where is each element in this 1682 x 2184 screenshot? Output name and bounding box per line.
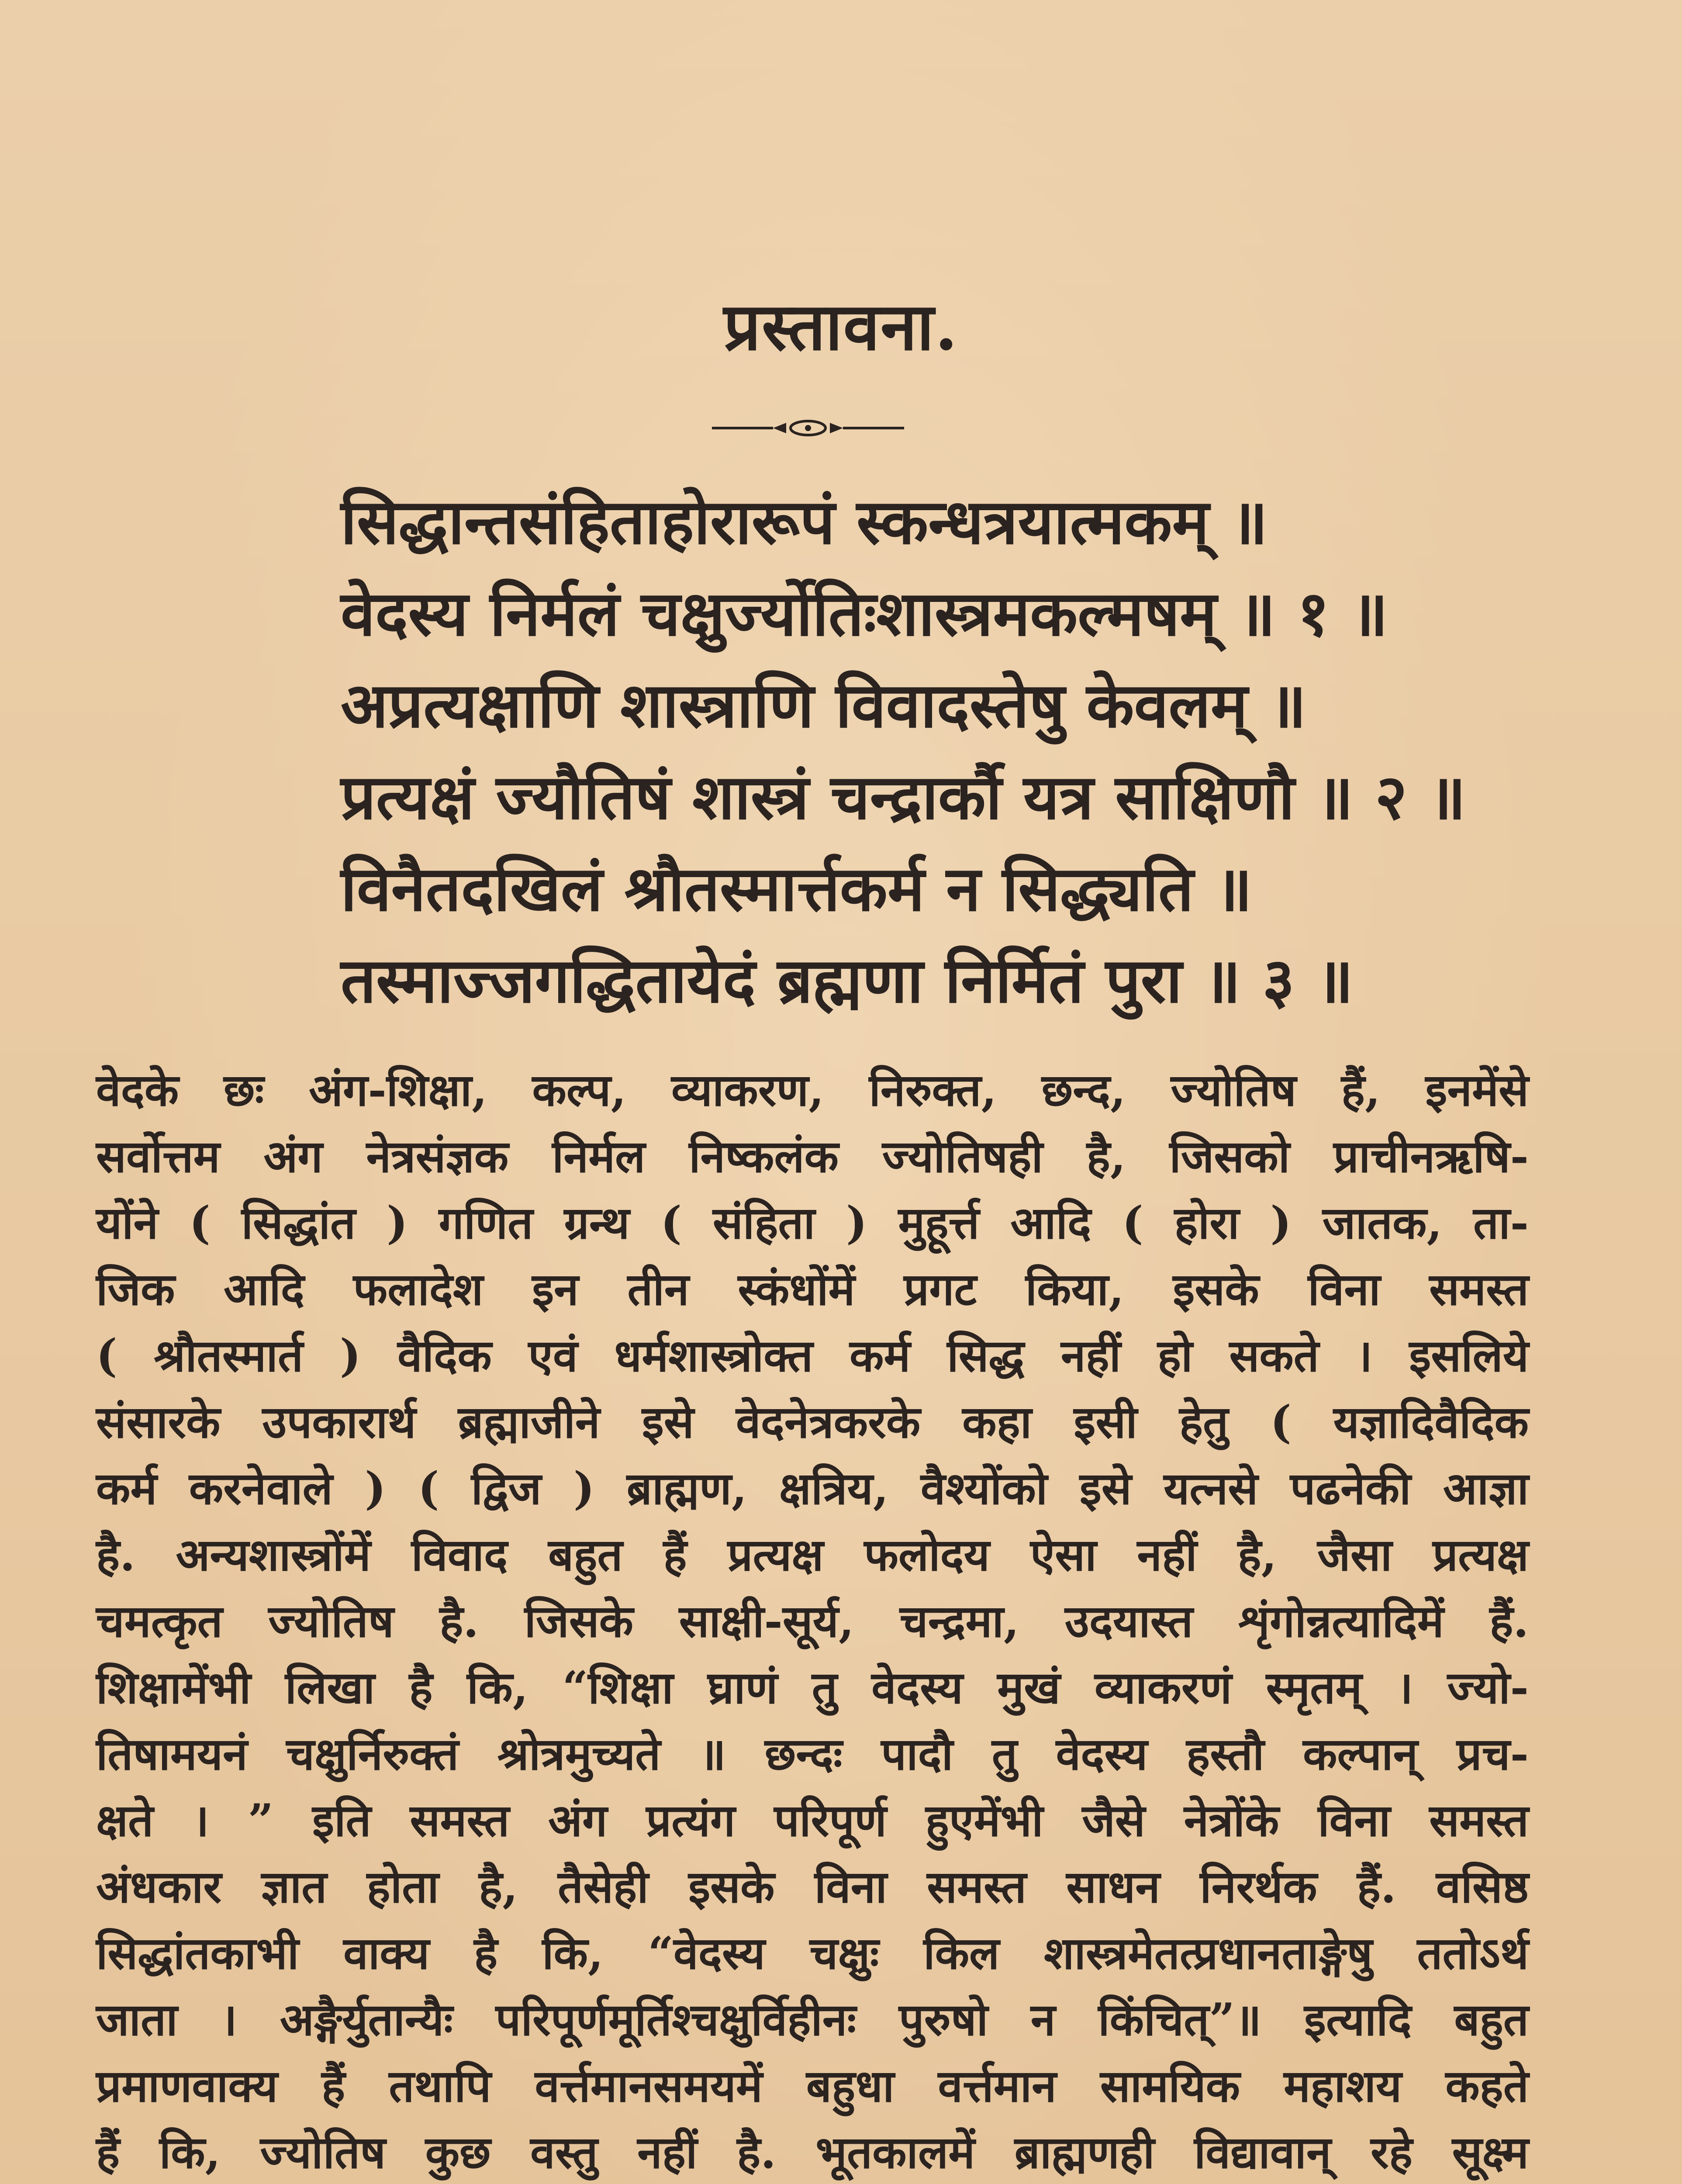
paragraph-line: क्षते । ” इति समस्त अंग प्रत्यंग परिपूर्ण हुएमेंभी जैसे नेत्रोंके विना समस्त bbox=[96, 1794, 1529, 1847]
paragraph-line: अंधकार ज्ञात होता है, तैसेही इसके विना समस्त साधन निरर्थक हैं. वसिष्ठ bbox=[96, 1861, 1529, 1913]
paragraph-line: शिक्षामेंभी लिखा है कि, “शिक्षा घ्राणं तु वेदस्य मुखं व्याकरणं स्मृतम् । ज्यो- bbox=[96, 1662, 1529, 1714]
verse-line: विनैतदखिलं श्रौतस्मार्त्तकर्म न सिद्ध्यति ॥ bbox=[341, 853, 1253, 925]
paragraph-line: योंने ( सिद्धांत ) गणित ग्रन्थ ( संहिता ) मुहूर्त्त आदि ( होरा ) जातक, ता- bbox=[96, 1197, 1529, 1249]
verse-line: प्रत्यक्षं ज्यौतिषं शास्त्रं चन्द्रार्कौ यत्र साक्षिणौ ॥ २ ॥ bbox=[341, 761, 1466, 833]
verse-line: वेदस्य निर्मलं चक्षुर्ज्योतिःशास्त्रमकल्मषम् ॥ १ ॥ bbox=[341, 577, 1388, 650]
verse-line: अप्रत्यक्षाणि शास्त्राणि विवादस्तेषु केवलम् ॥ bbox=[341, 669, 1307, 742]
paragraph-line: प्रमाणवाक्य हैं तथापि वर्त्तमानसमयमें बहुधा वर्त्तमान सामयिक महाशय कहते bbox=[96, 2060, 1529, 2112]
paragraph-line: तिषामयनं चक्षुर्निरुक्तं श्रोत्रमुच्यते ॥ छन्दः पादौ तु वेदस्य हस्तौ कल्पान् प्रच- bbox=[96, 1728, 1529, 1780]
paragraph-line: जिक आदि फलादेश इन तीन स्कंधोंमें प्रगट किया, इसके विना समस्त bbox=[96, 1263, 1529, 1316]
verse-line: सिद्धान्तसंहिताहोरारूपं स्कन्धत्रयात्मकम् ॥ bbox=[341, 486, 1268, 558]
paragraph-line: ( श्रौतस्मार्त ) वैदिक एवं धर्मशास्त्रोक्त कर्म सिद्ध नहीं हो सकते । इसलिये bbox=[96, 1330, 1529, 1382]
paragraph-line: सर्वोत्तम अंग नेत्रसंज्ञक निर्मल निष्कलंक ज्योतिषही है, जिसको प्राचीनऋषि- bbox=[96, 1130, 1529, 1183]
paragraph-line: सिद्धांतकाभी वाक्य है कि, “वेदस्य चक्षुः किल शास्त्रमेतत्प्रधानताङ्गेषु ततोऽर्थ bbox=[96, 1927, 1529, 1980]
verse-line: तस्माज्जगद्धितायेदं ब्रह्मणा निर्मितं पुरा ॥ ३ ॥ bbox=[341, 944, 1354, 1017]
paragraph-line: वेदके छः अंग-शिक्षा, कल्प, व्याकरण, निरुक्त, छन्द, ज्योतिष हैं, इनमेंसे bbox=[96, 1064, 1529, 1116]
sanskrit-verses bbox=[341, 476, 1520, 1026]
paragraph-line: कर्म करनेवाले ) ( द्विज ) ब्राह्मण, क्षत्रिय, वैश्योंको इसे यत्नसे पढनेकी आज्ञा bbox=[96, 1462, 1529, 1515]
paragraph-line: है. अन्यशास्त्रोंमें विवाद बहुत हैं प्रत्यक्ष फलोदय ऐसा नहीं है, जैसा प्रत्यक्ष bbox=[96, 1529, 1529, 1581]
paragraph-line: हैं कि, ज्योतिष कुछ वस्तु नहीं है. भूतकालमें ब्राह्मणही विद्यावान् रहे सूक्ष्म bbox=[96, 2126, 1529, 2179]
ornament-divider-icon bbox=[712, 411, 904, 446]
paragraph-line: जाता । अङ्गैर्युतान्यैः परिपूर्णमूर्तिश्चक्षुर्विहीनः पुरुषो न किंचित्”॥ इत्यादि बहुत bbox=[96, 1994, 1529, 2046]
paragraph-line: चमत्कृत ज्योतिष है. जिसके साक्षी-सूर्य, चन्द्रमा, उदयास्त शृंगोन्नत्यादिमें हैं. bbox=[96, 1595, 1529, 1648]
body-paragraph bbox=[96, 1057, 1529, 2184]
paragraph-line: संसारके उपकारार्थ ब्रह्माजीने इसे वेदनेत्रकरके कहा इसी हेतु ( यज्ञादिवैदिक bbox=[96, 1396, 1529, 1448]
page-title: प्रस्तावना. bbox=[723, 288, 959, 365]
